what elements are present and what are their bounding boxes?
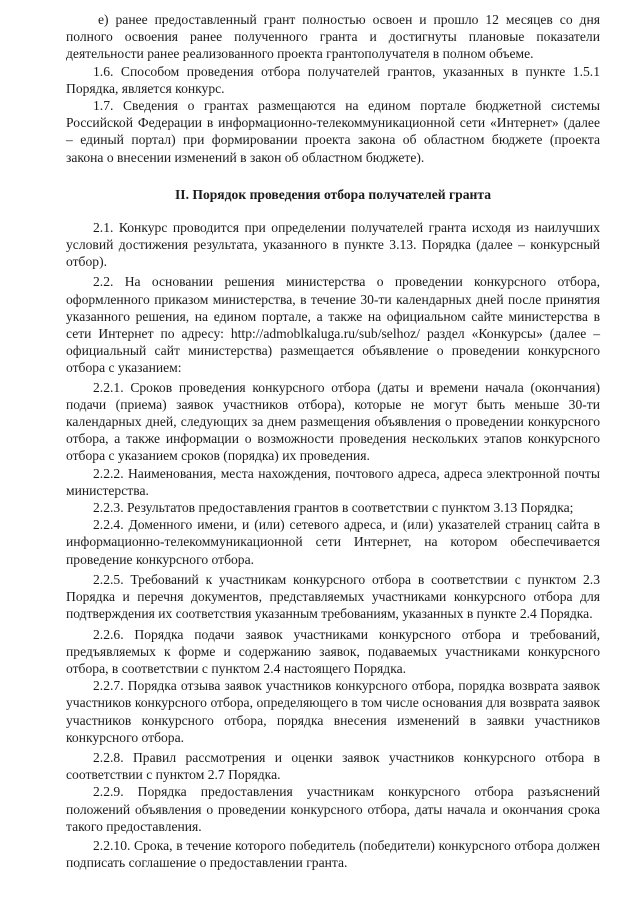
paragraph-2-2-7: 2.2.7. Порядка отзыва заявок участников конкурсного отбора, порядка возврата заявок участников конкурсного отбора, определяющего в том числе основания для возврата заявок участников конкурсного отбора, порядка внесения изменений в заявки участников конкурсного отбора. [66, 678, 600, 745]
paragraph-2-2-9: 2.2.9. Порядка предоставления участникам конкурсного отбора разъяснений положений объявления о проведении конкурсного отбора, даты начала и окончания срока такого предоставления. [66, 784, 600, 834]
paragraph-2-2-6: 2.2.6. Порядка подачи заявок участниками конкурсного отбора и требований, предъявляемых к форме и содержанию заявок, подаваемых участниками конкурсного отбора, в соответствии с пунктом 2.4 настоящего Порядка. [66, 626, 600, 676]
paragraph-2-2-1: 2.2.1. Сроков проведения конкурсного отбора (даты и времени начала (окончания) подачи (приема) заявок участников отбора), которые не могут быть меньше 30-ти календарных дней, следующих за днем размещения объявления о проведении конкурсного отбора, а также информации о возможности проведения нескольких этапов конкурсного отбора с указанием сроков (порядка) их проведения. [66, 379, 600, 464]
section-heading: II. Порядок проведения отбора получателей гранта [175, 186, 491, 202]
paragraph-2-2-2: 2.2.2. Наименования, места нахождения, почтового адреса, адреса электронной почты министерства. [66, 465, 600, 498]
paragraph-1-5-e: е) ранее предоставленный грант полностью освоен и прошло 12 месяцев со дня полного освоения ранее полученного гранта и достигнуты плановые показатели деятельности ранее реализованного проекта грантополучателя в полном объеме. [66, 12, 600, 62]
paragraph-2-2-5: 2.2.5. Требований к участникам конкурсного отбора в соответствии с пунктом 2.3 Порядка и перечня документов, представляемых участниками конкурсного отбора для подтверждения их соответствия указанным требованиям, указанных в пункте 2.4 Порядка. [66, 571, 600, 622]
paragraph-2-2-8: 2.2.8. Правил рассмотрения и оценки заявок участников конкурсного отбора в соответствии с пунктом 2.7 Порядка. [66, 749, 600, 783]
paragraph-2-2: 2.2. На основании решения министерства о проведении конкурсного отбора, оформленного приказом министерства, в течение 30-ти календарных дней после принятия указанного решения, на едином портале, а также на официальном сайте министерства в сети Интернет по адресу: http://admoblkaluga.ru/sub/selhoz/ раздел «Конкурсы» (далее – официальный сайт министерства) размещается объявление о проведении конкурсного отбора с указанием: [66, 274, 600, 376]
paragraph-2-2-3: 2.2.3. Результатов предоставления грантов в соответствии с пунктом 3.13 Порядка; [93, 500, 574, 516]
paragraph-2-2-10: 2.2.10. Срока, в течение которого победитель (победители) конкурсного отбора должен подписать соглашение о предоставлении гранта. [66, 837, 600, 871]
paragraph-1-7: 1.7. Сведения о грантах размещаются на едином портале бюджетной системы Российской Федерации в информационно-телекоммуникационной сети «Интернет» (далее – единый портал) при формировании проекта закона об областном бюджете (проекта закона о внесении изменений в закон об областном бюджете). [66, 98, 600, 165]
paragraph-2-1: 2.1. Конкурс проводится при определении получателей гранта исходя из наилучших условий достижения результата, указанного в пункте 3.13. Порядка (далее – конкурсный отбор). [66, 219, 600, 270]
paragraph-2-2-4: 2.2.4. Доменного имени, и (или) сетевого адреса, и (или) указателей страниц сайта в информационно-телекоммуникационной сети Интернет, на котором обеспечивается проведение конкурсного отбора. [66, 517, 600, 567]
paragraph-1-6: 1.6. Способом проведения отбора получателей грантов, указанных в пункте 1.5.1 Порядка, является конкурс. [66, 63, 600, 96]
